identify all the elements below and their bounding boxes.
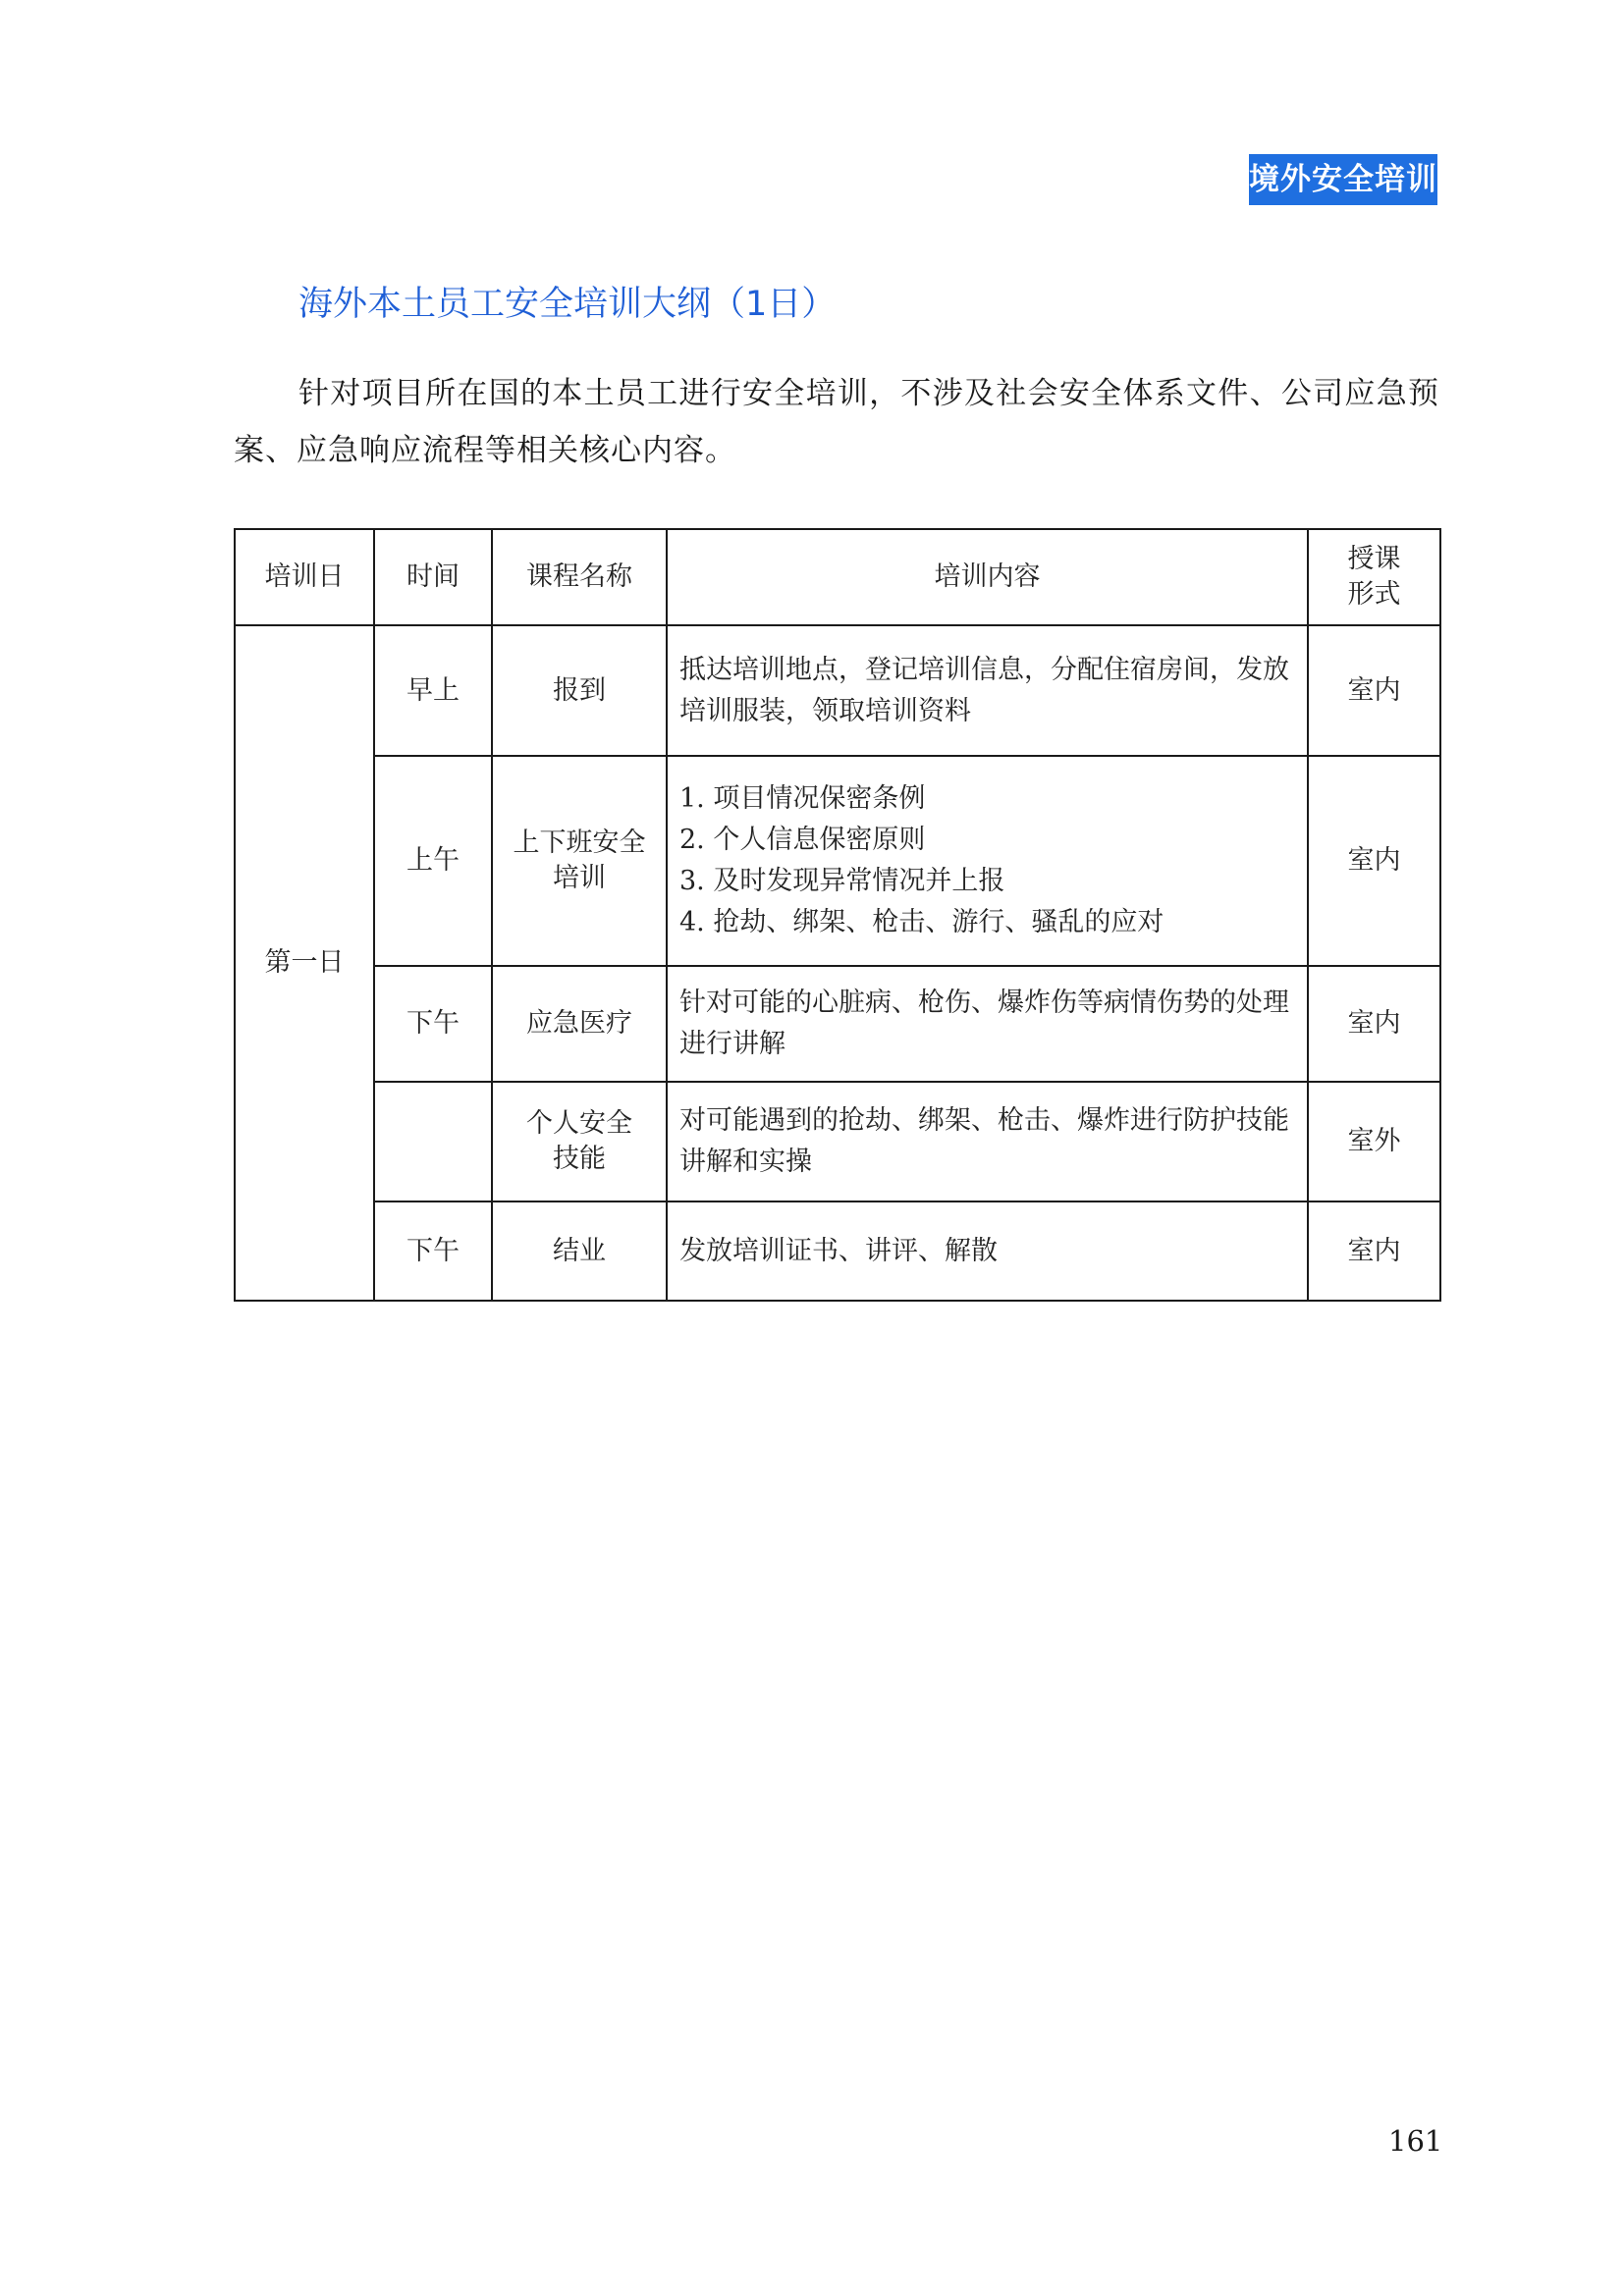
content-cell: 对可能遇到的抢劫、绑架、枪击、爆炸进行防护技能讲解和实操 [667,1082,1308,1201]
table-row [235,966,1440,1082]
page-number: 161 [1388,2124,1443,2158]
intro-paragraph: 针对项目所在国的本土员工进行安全培训，不涉及社会安全体系文件、公司应急预案、应急响应流程等相关核心内容。 [234,376,1439,468]
table-row [235,1082,1440,1201]
header-course: 课程名称 [492,529,667,625]
header-day: 培训日 [235,529,374,625]
course-cell: 上下班安全培训 [492,756,667,966]
course-cell: 个人安全技能 [492,1082,667,1201]
course-cell: 报到 [492,625,667,756]
time-cell: 上午 [374,756,492,966]
mode-cell: 室内 [1308,966,1440,1082]
section-tag: 境外安全培训 [1249,154,1437,205]
header-content: 培训内容 [667,529,1308,625]
course-cell: 应急医疗 [492,966,667,1082]
time-cell [374,1082,492,1201]
content-cell: 发放培训证书、讲评、解散 [667,1201,1308,1301]
header-mode: 授课形式 [1308,529,1440,625]
mode-cell: 室内 [1308,1201,1440,1301]
time-cell: 下午 [374,966,492,1082]
list-item: 1. 项目情况保密条例 [679,783,926,814]
day-cell: 第一日 [235,625,374,1301]
header-time: 时间 [374,529,492,625]
table-header-row [235,529,1440,625]
time-cell: 早上 [374,625,492,756]
mode-cell: 室外 [1308,1082,1440,1201]
list-item: 4. 抢劫、绑架、枪击、游行、骚乱的应对 [679,907,1164,937]
list-item: 3. 及时发现异常情况并上报 [679,866,1005,896]
table-row [235,1201,1440,1301]
page-title: 海外本土员工安全培训大纲（1日） [298,285,837,324]
table-row [235,756,1440,966]
time-cell: 下午 [374,1201,492,1301]
mode-cell: 室内 [1308,756,1440,966]
table-row [235,625,1440,756]
content-cell [667,756,1308,966]
content-cell: 针对可能的心脏病、枪伤、爆炸伤等病情伤势的处理进行讲解 [667,966,1308,1082]
content-cell: 抵达培训地点，登记培训信息，分配住宿房间，发放培训服装，领取培训资料 [667,625,1308,756]
mode-cell: 室内 [1308,625,1440,756]
list-item: 2. 个人信息保密原则 [679,825,926,855]
course-cell: 结业 [492,1201,667,1301]
training-outline-table [234,528,1441,1302]
content-list [679,778,1295,943]
